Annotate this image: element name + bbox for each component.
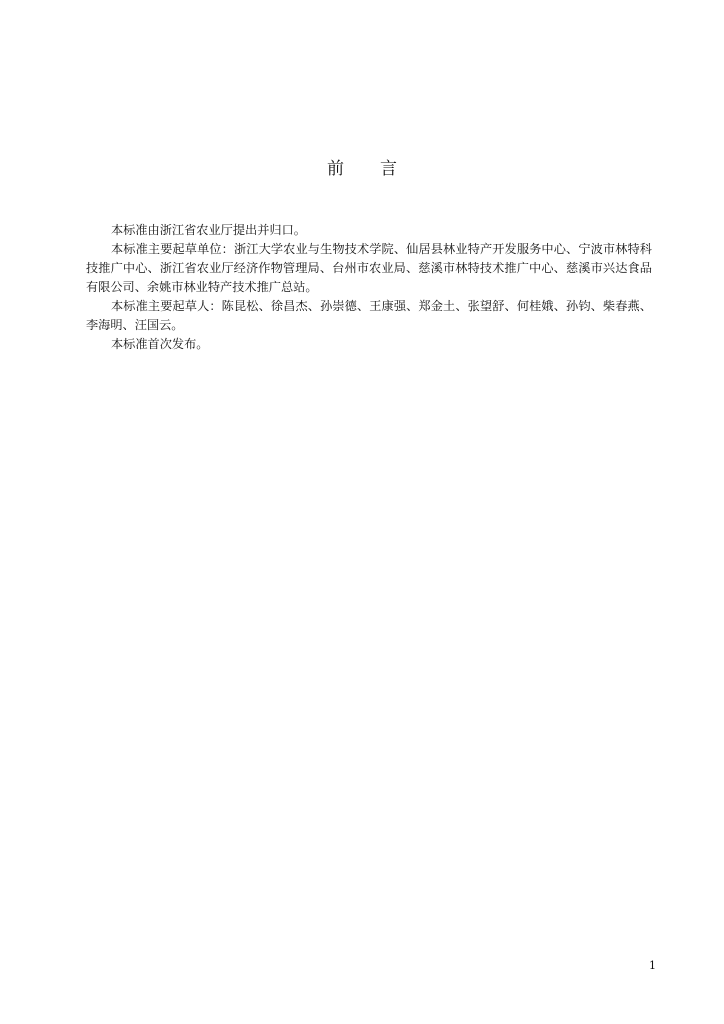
title-char-2: 言	[380, 159, 397, 179]
paragraph-proposer: 本标准由浙江省农业厅提出并归口。	[111, 223, 306, 237]
page-title	[0, 157, 724, 181]
page-number: 1	[649, 959, 656, 972]
title-char-1: 前	[327, 159, 344, 179]
paragraph-drafters: 本标准主要起草人：陈昆松、徐昌杰、孙崇德、王康强、郑金土、张望舒、何桂娥、孙钧、柴春燕、李海明、汪国云。	[86, 299, 652, 332]
paragraph-first-release: 本标准首次发布。	[111, 337, 209, 351]
paragraph-drafting-units: 本标准主要起草单位：浙江大学农业与生物技术学院、仙居县林业特产开发服务中心、宁波市林特科技推广中心、浙江省农业厅经济作物管理局、台州市农业局、慈溪市林特技术推广中心、慈溪市兴达食品有限公司、余姚市林业特产技术推广总站。	[86, 242, 652, 294]
foreword-body	[86, 221, 652, 354]
